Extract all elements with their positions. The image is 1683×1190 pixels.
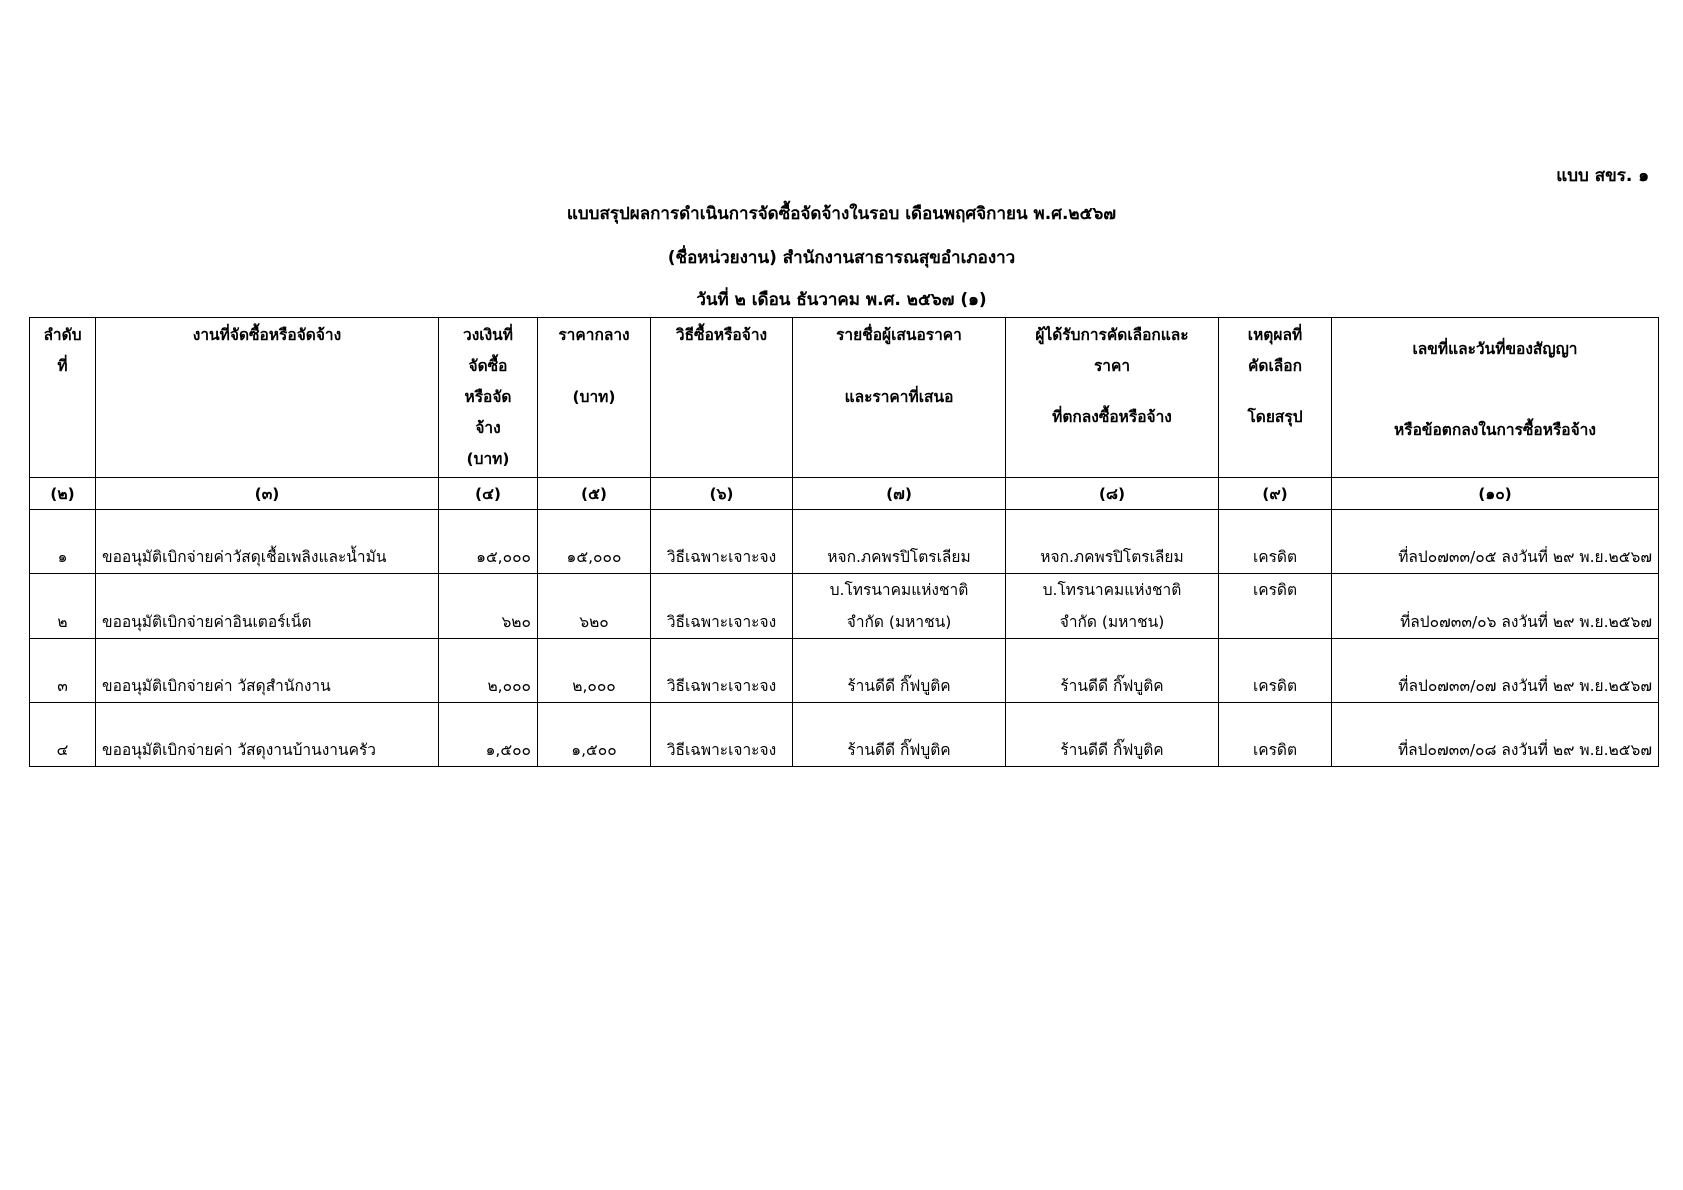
cell-winner bbox=[1006, 574, 1219, 639]
header-reason bbox=[1219, 318, 1332, 478]
header-method bbox=[651, 318, 793, 478]
header-contract bbox=[1332, 318, 1659, 478]
document-title: แบบสรุปผลการดำเนินการจัดซื้อจัดจ้างในรอบ เดือนพฤศจิกายน พ.ศ.๒๕๖๗ bbox=[566, 204, 1117, 224]
cell-median: ๑๕,๐๐๐ bbox=[538, 510, 651, 574]
cell-item: ขออนุมัติเบิกจ่ายค่าวัสดุเชื้อเพลิงและน้ำมัน bbox=[96, 510, 439, 574]
cell-budget: ๒,๐๐๐ bbox=[439, 639, 538, 703]
colnum-9: (๙) bbox=[1219, 478, 1332, 510]
cell-method: วิธีเฉพาะเจาะจง bbox=[651, 510, 793, 574]
colnum-3: (๓) bbox=[96, 478, 439, 510]
table-row bbox=[30, 639, 1659, 703]
cell-median: ๑,๕๐๐ bbox=[538, 703, 651, 767]
cell-reason: เครดิต bbox=[1219, 703, 1332, 767]
table-row bbox=[30, 574, 1659, 639]
cell-contract: ที่ลป๐๗๓๓/๐๕ ลงวันที่ ๒๙ พ.ย.๒๕๖๗ bbox=[1332, 510, 1659, 574]
header-sequence-l1: ลำดับ bbox=[43, 326, 82, 344]
header-reason-l1: เหตุผลที่ bbox=[1247, 326, 1303, 344]
header-budget-l5: (บาท) bbox=[466, 450, 510, 468]
header-median-price bbox=[538, 318, 651, 478]
cell-reason: เครดิต bbox=[1219, 510, 1332, 574]
procurement-table bbox=[29, 317, 1659, 767]
cell-item: ขออนุมัติเบิกจ่ายค่า วัสดุสำนักงาน bbox=[96, 639, 439, 703]
cell-bidders: ร้านดีดี กิ๊ฟบูติค bbox=[793, 639, 1006, 703]
cell-median: ๒,๐๐๐ bbox=[538, 639, 651, 703]
header-budget-l3: หรือจัด bbox=[464, 388, 512, 406]
cell-bidders: ร้านดีดี กิ๊ฟบูติค bbox=[793, 703, 1006, 767]
header-sequence bbox=[30, 318, 96, 478]
form-code: แบบ สขร. ๑ bbox=[1556, 166, 1649, 186]
header-contract-top: เลขที่และวันที่ของสัญญา bbox=[1412, 340, 1578, 358]
table-row bbox=[30, 703, 1659, 767]
header-winner bbox=[1006, 318, 1219, 478]
header-median-bottom: (บาท) bbox=[572, 388, 616, 406]
header-budget-l2: จัดซื้อ bbox=[468, 357, 508, 375]
cell-reason-text: เครดิต bbox=[1252, 581, 1298, 599]
header-item-label: งานที่จัดซื้อหรือจัดจ้าง bbox=[192, 326, 342, 344]
header-reason-bottom: โดยสรุป bbox=[1247, 408, 1303, 426]
cell-winner: ร้านดีดี กิ๊ฟบูติค bbox=[1006, 703, 1219, 767]
cell-winner: หจก.ภคพรปิโตรเลียม bbox=[1006, 510, 1219, 574]
report-date: วันที่ ๒ เดือน ธันวาคม พ.ศ. ๒๕๖๗ (๑) bbox=[696, 290, 987, 310]
header-bidders bbox=[793, 318, 1006, 478]
cell-method: วิธีเฉพาะเจาะจง bbox=[651, 639, 793, 703]
cell-bidders-line1: บ.โทรนาคมแห่งชาติ bbox=[829, 581, 969, 599]
cell-winner-line1: บ.โทรนาคมแห่งชาติ bbox=[1042, 581, 1182, 599]
cell-no: ๓ bbox=[30, 639, 96, 703]
header-budget-l4: จ้าง bbox=[475, 419, 501, 437]
cell-bidders bbox=[793, 574, 1006, 639]
table-row bbox=[30, 510, 1659, 574]
cell-reason: เครดิต bbox=[1219, 639, 1332, 703]
cell-bidders: หจก.ภคพรปิโตรเลียม bbox=[793, 510, 1006, 574]
cell-item: ขออนุมัติเบิกจ่ายค่า วัสดุงานบ้านงานครัว bbox=[96, 703, 439, 767]
cell-budget: ๖๒๐ bbox=[439, 574, 538, 639]
header-row bbox=[30, 318, 1659, 478]
colnum-10: (๑๐) bbox=[1332, 478, 1659, 510]
header-item bbox=[96, 318, 439, 478]
cell-contract: ที่ลป๐๗๓๓/๐๘ ลงวันที่ ๒๙ พ.ย.๒๕๖๗ bbox=[1332, 703, 1659, 767]
header-sequence-l2: ที่ bbox=[57, 357, 68, 375]
header-reason-l2: คัดเลือก bbox=[1248, 357, 1302, 375]
cell-contract: ที่ลป๐๗๓๓/๐๗ ลงวันที่ ๒๙ พ.ย.๒๕๖๗ bbox=[1332, 639, 1659, 703]
agency-name: (ชื่อหน่วยงาน) สำนักงานสาธารณสุขอำเภองาว bbox=[667, 248, 1016, 268]
cell-no: ๒ bbox=[30, 574, 96, 639]
header-winner-l2: ราคา bbox=[1093, 357, 1131, 375]
colnum-8: (๘) bbox=[1006, 478, 1219, 510]
cell-no: ๑ bbox=[30, 510, 96, 574]
cell-budget: ๑๕,๐๐๐ bbox=[439, 510, 538, 574]
cell-reason bbox=[1219, 574, 1332, 639]
colnum-7: (๗) bbox=[793, 478, 1006, 510]
cell-winner-line2: จำกัด (มหาชน) bbox=[1059, 613, 1165, 631]
header-winner-l1: ผู้ได้รับการคัดเลือกและ bbox=[1035, 326, 1189, 344]
header-bidders-top: รายชื่อผู้เสนอราคา bbox=[836, 326, 962, 344]
header-bidders-bottom: และราคาที่เสนอ bbox=[844, 388, 954, 406]
colnum-5: (๕) bbox=[538, 478, 651, 510]
header-median-top: ราคากลาง bbox=[558, 326, 630, 344]
cell-method: วิธีเฉพาะเจาะจง bbox=[651, 574, 793, 639]
cell-contract: ที่ลป๐๗๓๓/๐๖ ลงวันที่ ๒๙ พ.ย.๒๕๖๗ bbox=[1332, 574, 1659, 639]
cell-method: วิธีเฉพาะเจาะจง bbox=[651, 703, 793, 767]
header-budget bbox=[439, 318, 538, 478]
cell-budget: ๑,๕๐๐ bbox=[439, 703, 538, 767]
cell-median: ๖๒๐ bbox=[538, 574, 651, 639]
colnum-2: (๒) bbox=[30, 478, 96, 510]
cell-item: ขออนุมัติเบิกจ่ายค่าอินเตอร์เน็ต bbox=[96, 574, 439, 639]
cell-winner: ร้านดีดี กิ๊ฟบูติค bbox=[1006, 639, 1219, 703]
header-winner-bottom: ที่ตกลงซื้อหรือจ้าง bbox=[1052, 408, 1172, 426]
cell-no: ๔ bbox=[30, 703, 96, 767]
colnum-6: (๖) bbox=[651, 478, 793, 510]
header-budget-l1: วงเงินที่ bbox=[463, 326, 513, 344]
column-number-row bbox=[30, 478, 1659, 510]
header-method-label: วิธีซื้อหรือจ้าง bbox=[675, 326, 768, 344]
cell-bidders-line2: จำกัด (มหาชน) bbox=[846, 613, 952, 631]
header-contract-bottom: หรือข้อตกลงในการซื้อหรือจ้าง bbox=[1394, 421, 1596, 439]
colnum-4: (๔) bbox=[439, 478, 538, 510]
